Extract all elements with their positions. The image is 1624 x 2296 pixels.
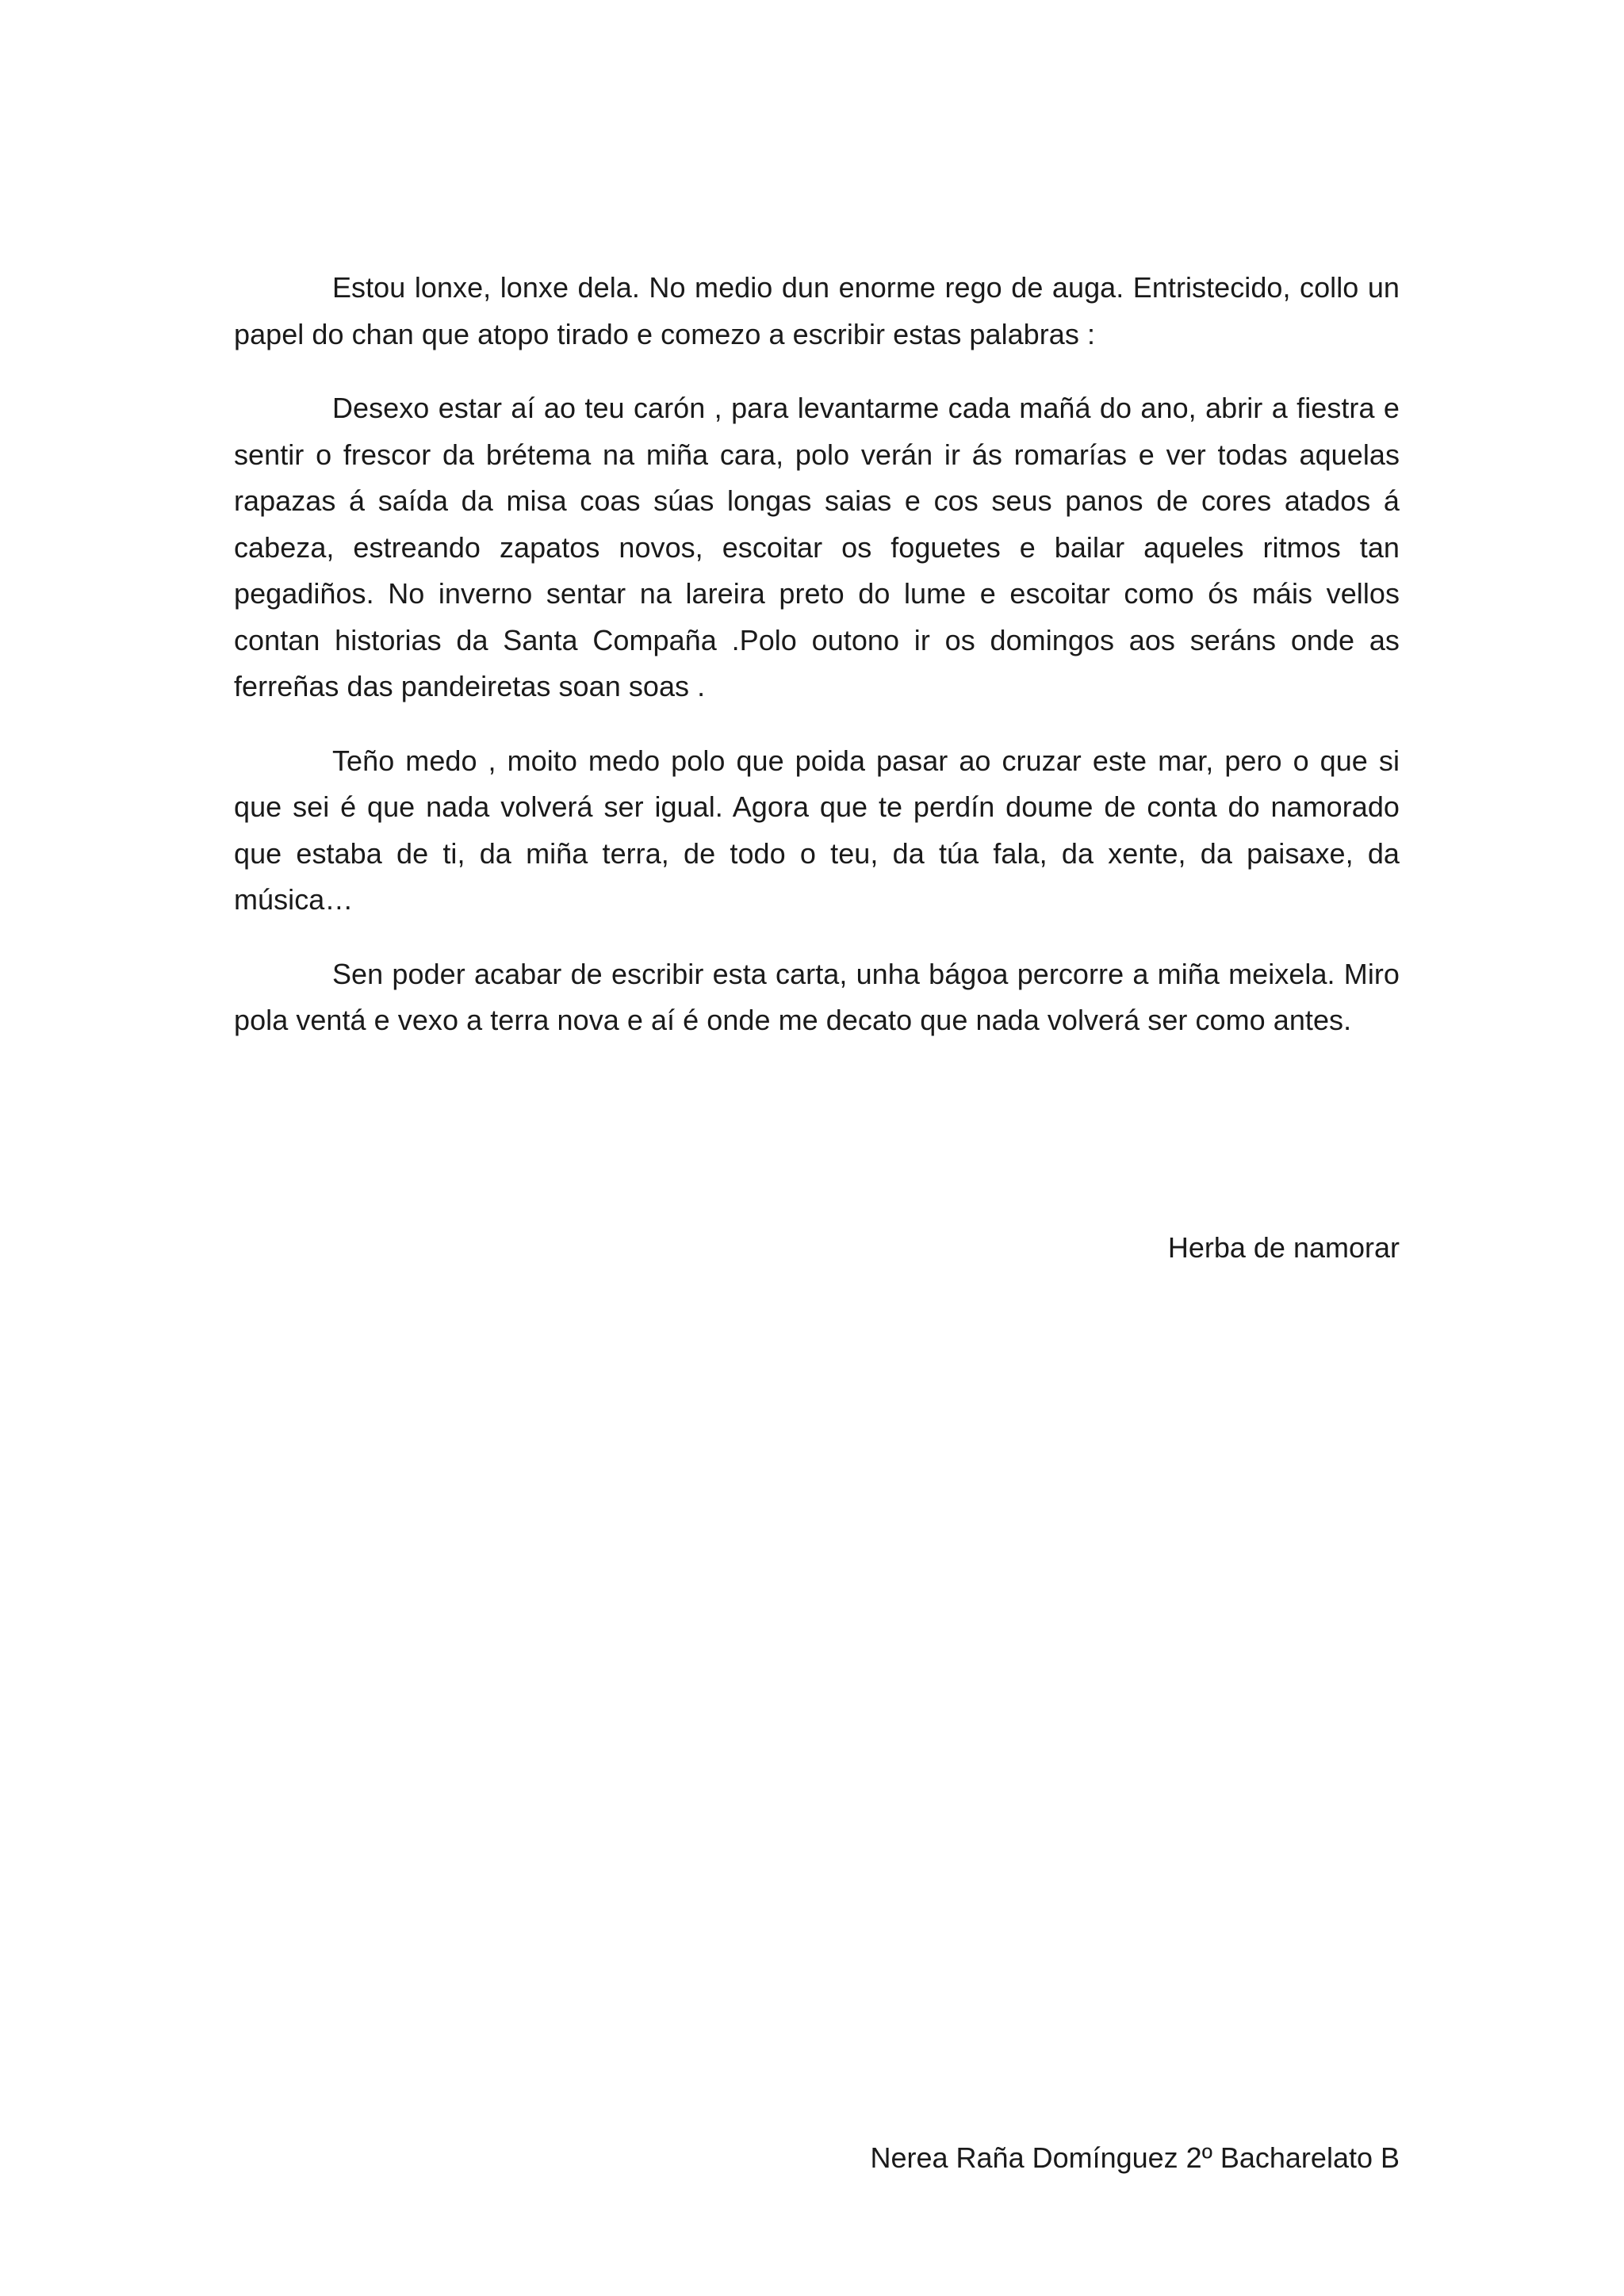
letter-paragraph-3: Teño medo , moito medo polo que poida pasar ao cruzar este mar, pero o que si que sei é que nada volverá ser igual. Agora que te perdín doume de conta do namorado que estaba de ti, da miña terra, de todo o teu, da túa fala, da xente, da paisaxe, da música… (234, 744, 1400, 916)
footer-author: Nerea Raña Domínguez 2º Bacharelato B (870, 2141, 1400, 2174)
letter-paragraph-1: Estou lonxe, lonxe dela. No medio dun enorme rego de auga. Entristecido, collo un papel do chan que atopo tirado e comezo a escribir estas palabras : (234, 271, 1400, 350)
letter-paragraph-2: Desexo estar aí ao teu carón , para levantarme cada mañá do ano, abrir a fiestra e sentir o frescor da brétema na miña cara, polo verán ir ás romarías e ver todas aquelas rapazas á saída da misa coas súas longas saias e cos seus panos de cores atados á cabeza, estreando zapatos novos, escoitar os foguetes e bailar aqueles ritmos tan pegadiños. No inverno sentar na lareira preto do lume e escoitar como ós máis vellos contan historias da Santa Compaña .Polo outono ir os domingos aos seráns onde as ferreñas das pandeiretas soan soas . (234, 392, 1400, 702)
letter-body (234, 265, 1400, 1072)
letter-signature: Herba de namorar (1167, 1231, 1400, 1264)
letter-paragraph-4: Sen poder acabar de escribir esta carta, unha bágoa percorre a miña meixela. Miro pola ventá e vexo a terra nova e aí é onde me decato que nada volverá ser como antes. (234, 957, 1400, 1036)
